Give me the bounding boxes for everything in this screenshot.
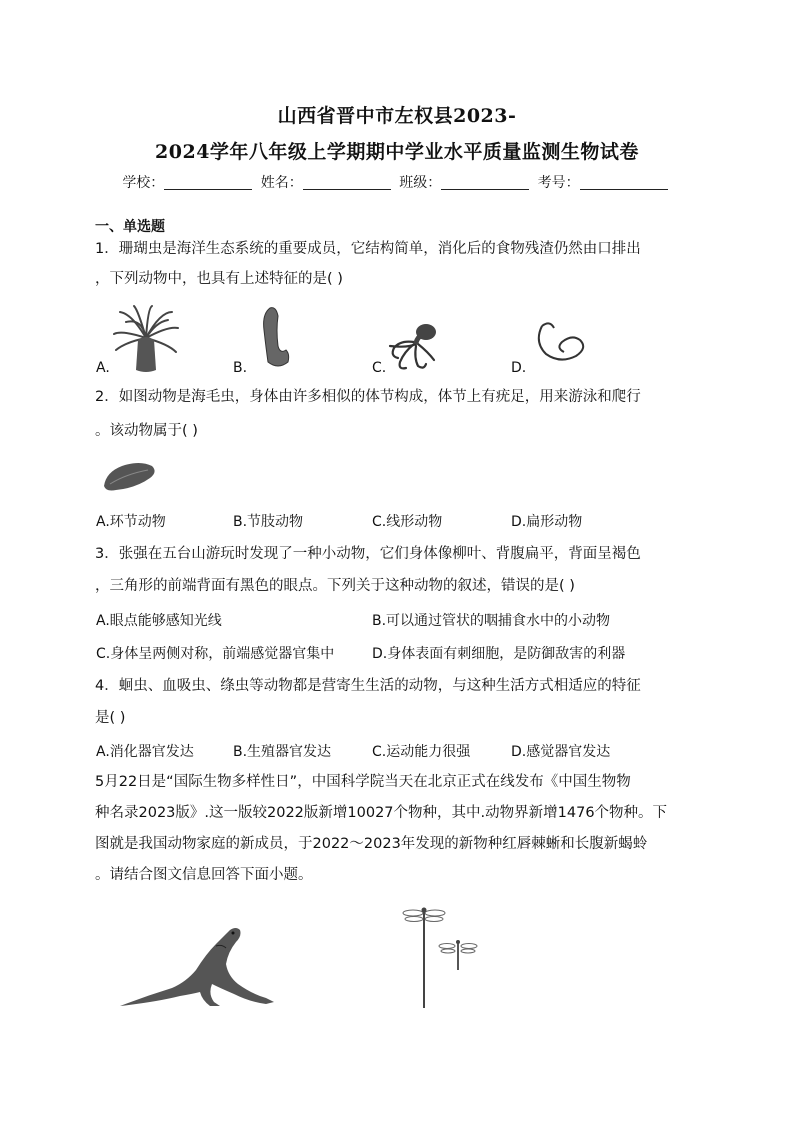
q3-option-a[interactable]: A.眼点能够感知光线	[96, 613, 222, 629]
section-heading: 一、单选题	[95, 219, 165, 235]
number-label: 考号：	[537, 175, 580, 191]
q4-stem-line1: 4．蛔虫、血吸虫、绦虫等动物都是营寄生生活的动物，与这种生活方式相适应的特征	[95, 678, 641, 694]
sea-anemone-icon	[112, 304, 180, 374]
number-blank[interactable]	[580, 177, 668, 190]
q3-option-c[interactable]: C.身体呈两侧对称，前端感觉器官集中	[96, 646, 335, 662]
passage-line4: 。请结合图文信息回答下面小题。	[95, 867, 313, 883]
class-blank[interactable]	[441, 177, 529, 190]
q3-option-d[interactable]: D.身体表面有刺细胞，是防御敌害的利器	[372, 646, 626, 662]
q4-option-b[interactable]: B.生殖器官发达	[233, 744, 332, 760]
q1-stem-line1: 1．珊瑚虫是海洋生态系统的重要成员，它结构简单，消化后的食物残渣仍然由口排出	[95, 241, 641, 257]
octopus-icon	[386, 318, 444, 372]
student-info-row	[0, 172, 794, 192]
q1-option-d[interactable]: D.	[511, 360, 527, 376]
name-blank[interactable]	[303, 177, 391, 190]
class-label: 班级：	[399, 175, 442, 191]
q2-option-a[interactable]: A.环节动物	[96, 514, 166, 530]
lizard-icon	[116, 922, 278, 1012]
school-blank[interactable]	[164, 177, 252, 190]
sea-mouse-icon	[100, 458, 158, 494]
q1-option-a[interactable]: A.	[96, 360, 110, 376]
q1-stem-line2: ，下列动物中，也具有上述特征的是( )	[95, 271, 343, 287]
q2-option-d[interactable]: D.扁形动物	[511, 514, 583, 530]
leech-icon	[256, 304, 296, 370]
q4-stem-line2: 是( )	[95, 710, 126, 726]
q4-option-a[interactable]: A.消化器官发达	[96, 744, 194, 760]
roundworm-icon	[532, 318, 590, 364]
q2-option-c[interactable]: C.线形动物	[372, 514, 443, 530]
passage-line2: 种名录2023版》.这一版较2022版新增10027个物种，其中.动物界新增1476个物种。下	[95, 805, 668, 821]
q2-option-b[interactable]: B.节肢动物	[233, 514, 304, 530]
passage-line3: 图就是我国动物家庭的新成员，于2022～2023年发现的新物种红唇棘蜥和长腹新蝎蛉	[95, 836, 648, 852]
passage-line1: 5月22日是“国际生物多样性日”，中国科学院当天在北京正式在线发布《中国生物物	[95, 774, 631, 790]
q3-stem-line2: ，三角形的前端背面有黑色的眼点。下列关于这种动物的叙述，错误的是( )	[95, 578, 575, 594]
exam-title-line2: 2024学年八年级上学期期中学业水平质量监测生物试卷	[155, 141, 639, 163]
name-label: 姓名：	[260, 175, 303, 191]
exam-title-line1: 山西省晋中市左权县2023-	[277, 105, 517, 127]
q1-option-c[interactable]: C.	[372, 360, 387, 376]
q2-stem-line2: 。该动物属于( )	[95, 423, 198, 439]
q4-option-d[interactable]: D.感觉器官发达	[511, 744, 611, 760]
q3-stem-line1: 3．张强在五台山游玩时发现了一种小动物，它们身体像柳叶、背腹扁平，背面呈褐色	[95, 546, 641, 562]
q4-option-c[interactable]: C.运动能力很强	[372, 744, 471, 760]
q3-option-b[interactable]: B.可以通过管状的咽捕食水中的小动物	[372, 613, 611, 629]
dragonfly-icon	[402, 904, 484, 1010]
school-label: 学校：	[122, 175, 165, 191]
q1-option-b[interactable]: B.	[233, 360, 248, 376]
q2-stem-line1: 2．如图动物是海毛虫，身体由许多相似的体节构成，体节上有疣足，用来游泳和爬行	[95, 389, 641, 405]
